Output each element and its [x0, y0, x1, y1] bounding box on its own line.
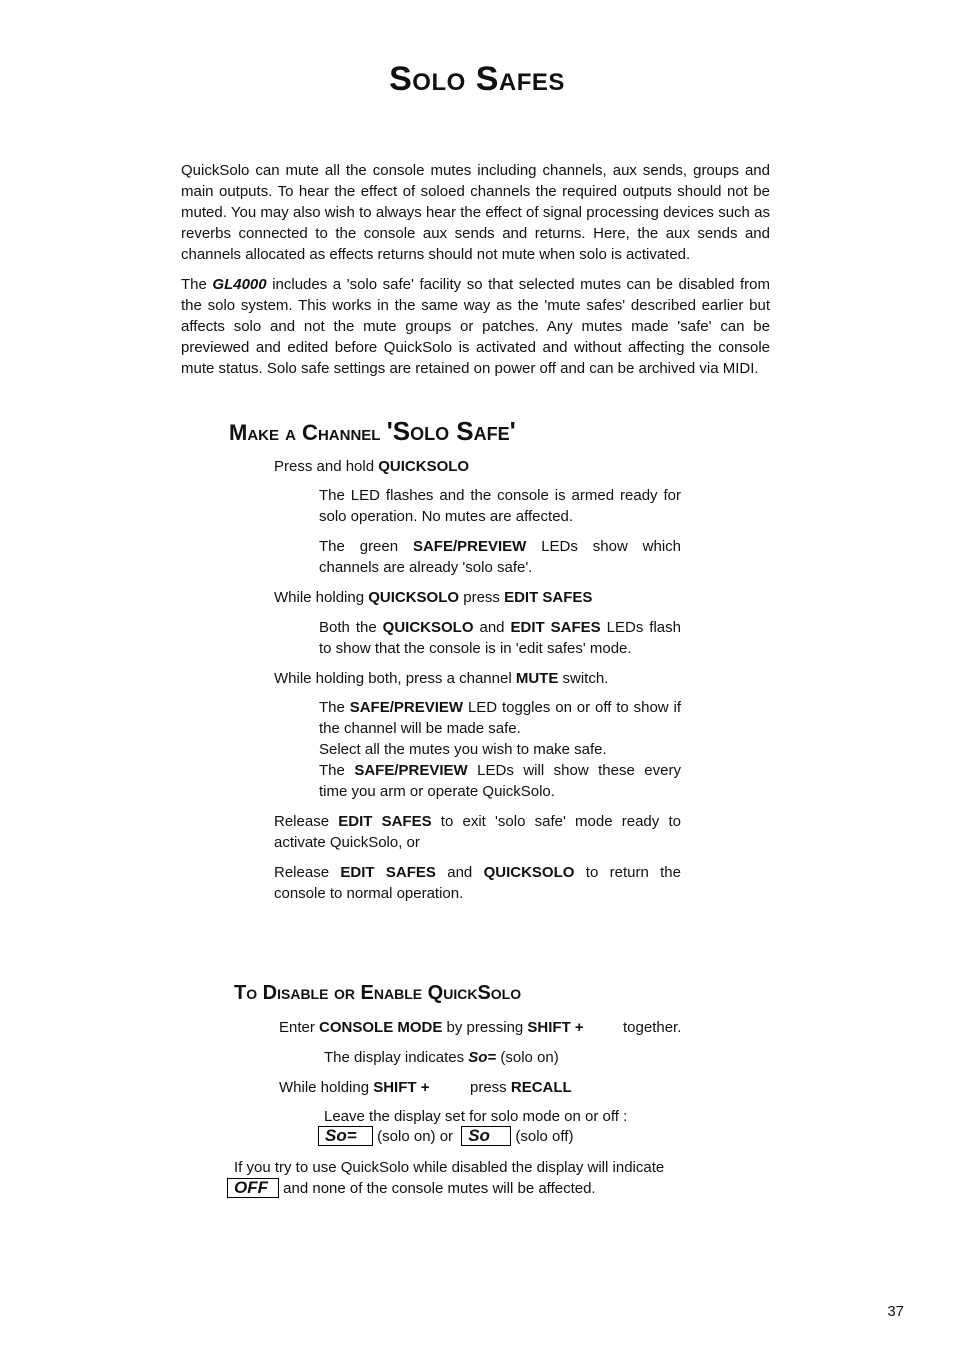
- key-shift: SHIFT +: [373, 1079, 430, 1096]
- heading-part-a: Make a Channel: [229, 420, 387, 445]
- key-quicksolo: QUICKSOLO: [483, 864, 575, 881]
- step-while-holding-shift: [279, 1077, 429, 1098]
- key-edit-safes: EDIT SAFES: [338, 813, 432, 830]
- key-edit-safes: EDIT SAFES: [510, 619, 601, 636]
- step-together: together.: [623, 1019, 682, 1036]
- key-quicksolo: QUICKSOLO: [378, 458, 470, 475]
- step-text: to exit 'solo safe' mode ready to activate QuickSolo, or: [274, 813, 681, 851]
- lcd-off: OFF: [227, 1178, 279, 1198]
- step-release-both: [274, 862, 681, 904]
- key-quicksolo: QUICKSOLO: [368, 589, 460, 606]
- display-so-on: So=: [468, 1049, 497, 1066]
- step-led-flashes: The LED flashes and the console is armed ready for solo operation. No mutes are affected.: [319, 487, 681, 525]
- step-text: to return the console to normal operation.: [274, 864, 681, 902]
- step-text: press: [470, 1079, 511, 1096]
- step-text: Release: [274, 864, 341, 881]
- step-text: While holding: [274, 589, 369, 606]
- step-led-toggles: [319, 697, 681, 739]
- step-text: (solo on): [496, 1049, 559, 1066]
- step-text: (solo off): [511, 1128, 574, 1145]
- step-green-leds: [319, 536, 681, 578]
- key-mute: MUTE: [515, 670, 559, 687]
- step-release-edit-safes: [274, 811, 681, 853]
- step-if-disabled: If you try to use QuickSolo while disabled the display will indicate: [234, 1159, 665, 1176]
- key-edit-safes: EDIT SAFES: [504, 589, 593, 606]
- step-press-recall: [470, 1077, 572, 1098]
- step-text: The: [319, 699, 350, 716]
- key-safe-preview: SAFE/PREVIEW: [412, 538, 527, 555]
- step-text: switch.: [558, 670, 609, 687]
- step-text: While holding both, press a channel: [274, 670, 516, 687]
- step-press-hold: [274, 456, 681, 477]
- section-heading-disable-enable: To Disable or Enable QuickSolo: [234, 982, 522, 1004]
- step-text: and: [435, 864, 484, 881]
- key-recall: RECALL: [510, 1079, 572, 1096]
- step-text: and none of the console mutes will be affected.: [279, 1180, 596, 1197]
- step-text: The green: [319, 538, 413, 555]
- step-display-indicates: [324, 1047, 559, 1068]
- step-while-holding: [274, 587, 681, 608]
- step-off-display: [227, 1178, 596, 1199]
- key-console-mode: CONSOLE MODE: [319, 1019, 443, 1036]
- step-leds-show: [319, 760, 681, 802]
- step-text: (solo on) or: [373, 1128, 458, 1145]
- intro-paragraph-2: [181, 274, 770, 379]
- step-select-mutes: Select all the mutes you wish to make safe.: [319, 741, 607, 758]
- product-name: GL4000: [212, 276, 267, 293]
- step-text: Both the: [319, 619, 383, 636]
- lcd-so-off: So: [461, 1126, 511, 1146]
- step-text: and: [473, 619, 511, 636]
- step-press-mute: [274, 668, 681, 689]
- intro-p2-post: includes a 'solo safe' facility so that selected mutes can be disabled from the solo system. This works in the same way as the 'mute safes' described earlier but affects solo and not the mute groups or patches. Any mutes made 'safe' can be previewed and edited before QuickSolo is activated and without affecting the console mute status. Solo safe settings are retained on power off and can be archived via MIDI.: [181, 276, 770, 377]
- heading-part-b: 'Solo Safe': [386, 416, 516, 446]
- display-options: [318, 1126, 573, 1147]
- key-safe-preview: SAFE/PREVIEW: [349, 699, 464, 716]
- step-text: LED toggles on or off to show if the channel will be made safe.: [319, 699, 682, 737]
- section-heading-solo-safe: [229, 416, 516, 447]
- step-text: The display indicates: [324, 1049, 469, 1066]
- page-number: 37: [887, 1303, 904, 1320]
- step-text: press: [459, 589, 505, 606]
- lcd-so-on: So=: [318, 1126, 373, 1146]
- page-title: Solo Safes: [389, 60, 565, 98]
- step-text: by pressing: [442, 1019, 528, 1036]
- step-text: LEDs flash to show that the console is in 'edit safes' mode.: [319, 619, 681, 657]
- step-leave-display: Leave the display set for solo mode on or off :: [324, 1108, 628, 1125]
- key-edit-safes: EDIT SAFES: [340, 864, 436, 881]
- step-both-leds-flash: [319, 617, 681, 659]
- step-text: Enter: [279, 1019, 320, 1036]
- key-shift: SHIFT +: [527, 1019, 584, 1036]
- step-text: While holding: [279, 1079, 374, 1096]
- key-safe-preview: SAFE/PREVIEW: [354, 762, 468, 779]
- step-text: Release: [274, 813, 339, 830]
- step-enter-console-mode: [279, 1017, 584, 1038]
- key-quicksolo: QUICKSOLO: [382, 619, 474, 636]
- step-text: LEDs show which channels are already 'solo safe'.: [319, 538, 681, 576]
- intro-p2-pre: The: [181, 276, 213, 293]
- intro-paragraph-1: QuickSolo can mute all the console mutes including channels, aux sends, groups and main outputs. To hear the effect of soloed channels the required outputs should not be muted. You may also wish to always hear the effect of signal processing devices such as reverbs connected to the console aux sends and returns. Here, the aux sends and channels allocated as effects returns should not mute when solo is activated.: [181, 162, 770, 263]
- step-text: Press and hold: [274, 458, 379, 475]
- step-text: LEDs will show these every time you arm or operate QuickSolo.: [319, 762, 681, 800]
- step-text: The: [319, 762, 355, 779]
